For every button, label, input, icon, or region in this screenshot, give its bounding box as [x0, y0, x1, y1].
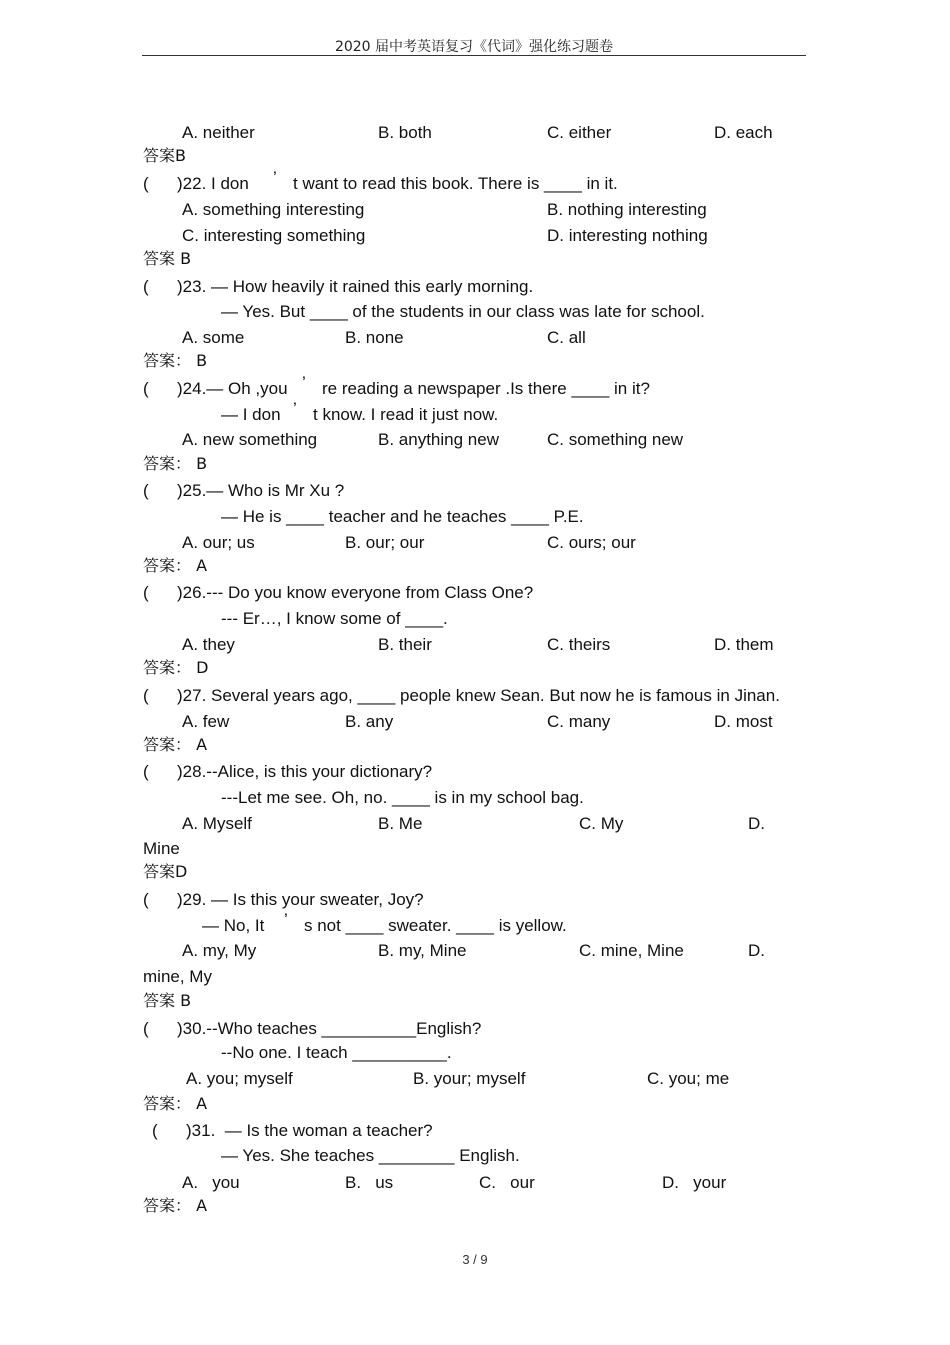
q28-option-d-text: Mine — [143, 839, 180, 858]
q22-apostrophe: ’ — [273, 168, 277, 187]
q27-stem: ( )27. Several years ago, ____ people knew Sean. But now he is famous in Jinan. — [143, 686, 780, 705]
q26-option-d: D. them — [714, 635, 774, 654]
q28-option-c: C. My — [579, 814, 624, 833]
q27-option-c: C. many — [547, 712, 611, 731]
q26-answer: 答案： D — [143, 658, 209, 677]
q28-stem: ( )28.--Alice, is this your dictionary? — [143, 762, 433, 781]
page-number: 3 / 9 — [462, 1252, 488, 1267]
q24-reply-apostrophe: ’ — [293, 399, 297, 418]
q22-stem-end: t want to read this book. There is ____ in it. — [293, 174, 618, 193]
q29-option-b: B. my, Mine — [378, 941, 467, 960]
q26-option-b: B. their — [378, 635, 432, 654]
q26-reply: --- Er…, I know some of ____. — [221, 609, 448, 628]
q23-option-c: C. all — [547, 328, 586, 347]
q30-option-c: C. you; me — [647, 1069, 730, 1088]
q24-apostrophe: ’ — [302, 373, 306, 392]
q22-option-a: A. something interesting — [182, 200, 365, 219]
q26-stem: ( )26.--- Do you know everyone from Class One? — [143, 583, 534, 602]
q25-option-b: B. our; our — [345, 533, 425, 552]
q30-answer: 答案： A — [143, 1094, 208, 1113]
q24-reply-start: — I don — [221, 405, 281, 424]
q29-option-a: A. my, My — [182, 941, 257, 960]
q23-stem: ( )23. — How heavily it rained this early morning. — [143, 277, 534, 296]
q21-option-a: A. neither — [182, 123, 255, 142]
q21-answer: 答案B — [143, 146, 186, 165]
q23-option-a: A. some — [182, 328, 245, 347]
q31-option-a: A. you — [182, 1173, 240, 1192]
q26-option-a: A. they — [182, 635, 235, 654]
q29-answer: 答案 B — [143, 991, 192, 1010]
q30-stem: ( )30.--Who teaches __________English? — [143, 1019, 482, 1038]
q30-option-a: A. you; myself — [186, 1069, 293, 1088]
q23-answer: 答案： B — [143, 351, 208, 370]
q28-reply: ---Let me see. Oh, no. ____ is in my school bag. — [221, 788, 584, 807]
q28-option-d: D. — [748, 814, 765, 833]
q27-answer: 答案： A — [143, 735, 208, 754]
q21-option-d: D. each — [714, 123, 773, 142]
q22-stem-start: ( )22. I don — [143, 174, 249, 193]
q29-stem: ( )29. — Is this your sweater, Joy? — [143, 890, 424, 909]
q31-answer: 答案： A — [143, 1196, 208, 1215]
q23-reply: — Yes. But ____ of the students in our class was late for school. — [221, 302, 705, 321]
q22-option-d: D. interesting nothing — [547, 226, 708, 245]
q21-option-b: B. both — [378, 123, 432, 142]
q28-answer: 答案D — [143, 862, 188, 881]
q24-option-b: B. anything new — [378, 430, 499, 449]
q31-reply: — Yes. She teaches ________ English. — [221, 1146, 520, 1165]
q24-answer: 答案： B — [143, 454, 208, 473]
q25-stem: ( )25.— Who is Mr Xu ? — [143, 481, 345, 500]
q27-option-a: A. few — [182, 712, 230, 731]
q28-option-a: A. Myself — [182, 814, 252, 833]
q29-option-c: C. mine, Mine — [579, 941, 684, 960]
q31-option-d: D. your — [662, 1173, 727, 1192]
q26-option-c: C. theirs — [547, 635, 611, 654]
q25-answer: 答案： A — [143, 556, 208, 575]
q22-answer: 答案 B — [143, 249, 192, 268]
q27-option-b: B. any — [345, 712, 394, 731]
q22-option-c: C. interesting something — [182, 226, 366, 245]
q30-option-b: B. your; myself — [413, 1069, 526, 1088]
q27-option-d: D. most — [714, 712, 773, 731]
q30-reply: --No one. I teach __________. — [221, 1043, 452, 1062]
q25-option-a: A. our; us — [182, 533, 255, 552]
q24-option-c: C. something new — [547, 430, 684, 449]
q29-reply-start: — No, It — [202, 916, 265, 935]
q28-option-b: B. Me — [378, 814, 423, 833]
q24-stem-end: re reading a newspaper .Is there ____ in it? — [322, 379, 650, 398]
page-header: 2020 届中考英语复习《代词》强化练习题卷 — [334, 39, 614, 55]
q29-apostrophe: ’ — [284, 910, 288, 929]
q22-option-b: B. nothing interesting — [547, 200, 707, 219]
q24-option-a: A. new something — [182, 430, 318, 449]
q29-option-d-text: mine, My — [143, 967, 212, 986]
q24-stem-start: ( )24.— Oh ,you — [143, 379, 288, 398]
q25-option-c: C. ours; our — [547, 533, 636, 552]
q25-reply: — He is ____ teacher and he teaches ____ P.E. — [221, 507, 584, 526]
q31-option-c: C. our — [479, 1173, 535, 1192]
q31-option-b: B. us — [345, 1173, 394, 1192]
header-divider — [142, 55, 806, 56]
q21-option-c: C. either — [547, 123, 612, 142]
q29-option-d: D. — [748, 941, 765, 960]
q23-option-b: B. none — [345, 328, 404, 347]
q31-stem: ( )31. — Is the woman a teacher? — [152, 1121, 433, 1140]
q24-reply-end: t know. I read it just now. — [313, 405, 499, 424]
q29-reply-end: s not ____ sweater. ____ is yellow. — [304, 916, 567, 935]
